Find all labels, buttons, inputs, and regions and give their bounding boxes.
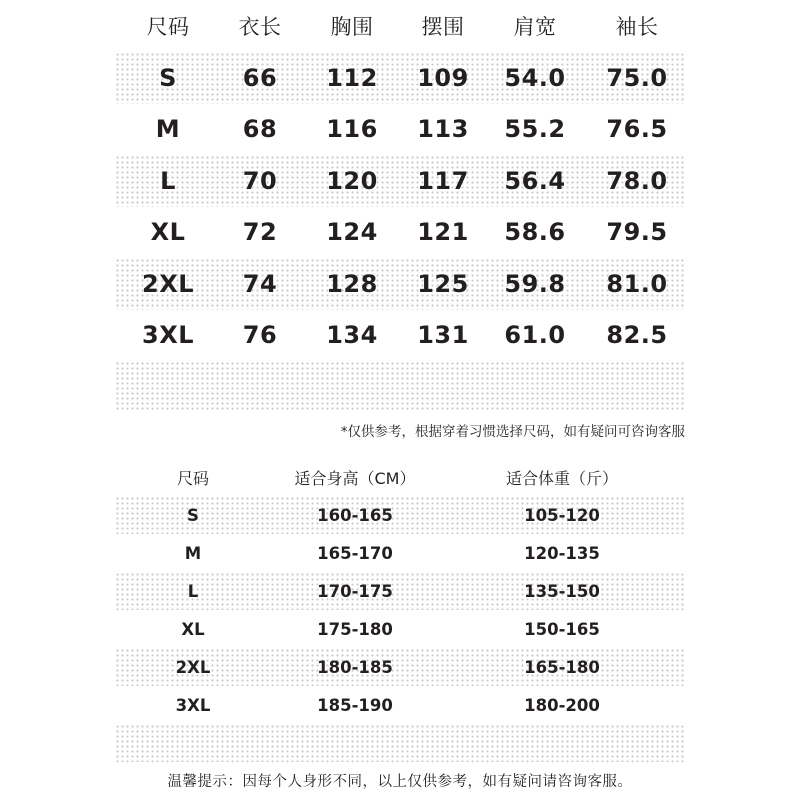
- chest-cell: 120: [326, 166, 378, 195]
- table-row: [115, 610, 685, 648]
- hem-cell: 109: [417, 63, 469, 92]
- header-sleeve: 袖长: [615, 15, 659, 39]
- header-hem: 摆围: [421, 15, 465, 39]
- sleeve-cell: 75.0: [606, 63, 668, 92]
- table-row: [115, 207, 685, 259]
- weight-cell: 135-150: [524, 581, 600, 601]
- hem-cell: 125: [417, 269, 469, 298]
- length-cell: 72: [242, 218, 278, 247]
- chest-cell: 124: [326, 218, 378, 247]
- empty-row: [115, 361, 685, 411]
- length-cell: 66: [242, 63, 278, 92]
- size-cell: M: [155, 115, 181, 144]
- chest-cell: 134: [326, 321, 378, 350]
- size-cell: 3XL: [175, 695, 211, 715]
- table-row: [115, 104, 685, 156]
- size-cell: XL: [150, 218, 186, 247]
- table-row: [115, 496, 685, 534]
- weight-cell: 165-180: [524, 657, 600, 677]
- weight-cell: 180-200: [524, 695, 600, 715]
- table-header-row: [115, 0, 685, 52]
- header-length: 衣长: [238, 15, 282, 39]
- length-cell: 74: [242, 269, 278, 298]
- chest-cell: 128: [326, 269, 378, 298]
- length-cell: 76: [242, 321, 278, 350]
- header-weight: 适合体重（斤）: [505, 468, 618, 488]
- table-row: [115, 686, 685, 724]
- table-row: [115, 648, 685, 686]
- height-cell: 180-185: [317, 657, 393, 677]
- size-cell: L: [160, 166, 176, 195]
- size-cell: M: [184, 543, 202, 563]
- shoulder-cell: 59.8: [504, 269, 566, 298]
- chest-cell: 116: [326, 115, 378, 144]
- size-note: *仅供参考，根据穿着习惯选择尺码，如有疑问可咨询客服: [340, 424, 685, 440]
- sleeve-cell: 79.5: [606, 218, 668, 247]
- empty-row: [115, 724, 685, 762]
- height-cell: 165-170: [317, 543, 393, 563]
- table-row: [115, 310, 685, 362]
- hem-cell: 131: [417, 321, 469, 350]
- shoulder-cell: 61.0: [504, 321, 566, 350]
- weight-cell: 105-120: [524, 505, 600, 525]
- table-row: [115, 52, 685, 104]
- header-size: 尺码: [146, 15, 190, 39]
- size-cell: L: [187, 581, 199, 601]
- hem-cell: 113: [417, 115, 469, 144]
- height-cell: 175-180: [317, 619, 393, 639]
- size-cell: XL: [181, 619, 205, 639]
- shoulder-cell: 58.6: [504, 218, 566, 247]
- table-row: [115, 534, 685, 572]
- warm-tip-note: 温馨提示：因每个人身形不同，以上仅供参考，如有疑问请咨询客服。: [167, 774, 633, 790]
- size-measurement-table: [115, 0, 685, 411]
- weight-cell: 150-165: [524, 619, 600, 639]
- table-row: [115, 572, 685, 610]
- height-cell: 170-175: [317, 581, 393, 601]
- height-cell: 185-190: [317, 695, 393, 715]
- table-row: [115, 258, 685, 310]
- header-shoulder: 肩宽: [513, 15, 557, 39]
- hem-cell: 121: [417, 218, 469, 247]
- header-chest: 胸围: [330, 15, 374, 39]
- sleeve-cell: 76.5: [606, 115, 668, 144]
- size-recommendation-table: [115, 458, 685, 762]
- sleeve-cell: 81.0: [606, 269, 668, 298]
- sleeve-cell: 78.0: [606, 166, 668, 195]
- hem-cell: 117: [417, 166, 469, 195]
- shoulder-cell: 55.2: [504, 115, 566, 144]
- header-size: 尺码: [176, 468, 209, 488]
- header-height: 适合身高（CM）: [294, 468, 416, 488]
- weight-cell: 120-135: [524, 543, 600, 563]
- shoulder-cell: 56.4: [504, 166, 566, 195]
- size-cell: 2XL: [175, 657, 211, 677]
- chest-cell: 112: [326, 63, 378, 92]
- table-header-row: [115, 458, 685, 496]
- size-cell: S: [159, 63, 177, 92]
- length-cell: 68: [242, 115, 278, 144]
- size-cell: S: [187, 505, 199, 525]
- size-cell: 3XL: [142, 321, 194, 350]
- table-row: [115, 155, 685, 207]
- height-cell: 160-165: [317, 505, 393, 525]
- sleeve-cell: 82.5: [606, 321, 668, 350]
- size-cell: 2XL: [142, 269, 194, 298]
- shoulder-cell: 54.0: [504, 63, 566, 92]
- length-cell: 70: [242, 166, 278, 195]
